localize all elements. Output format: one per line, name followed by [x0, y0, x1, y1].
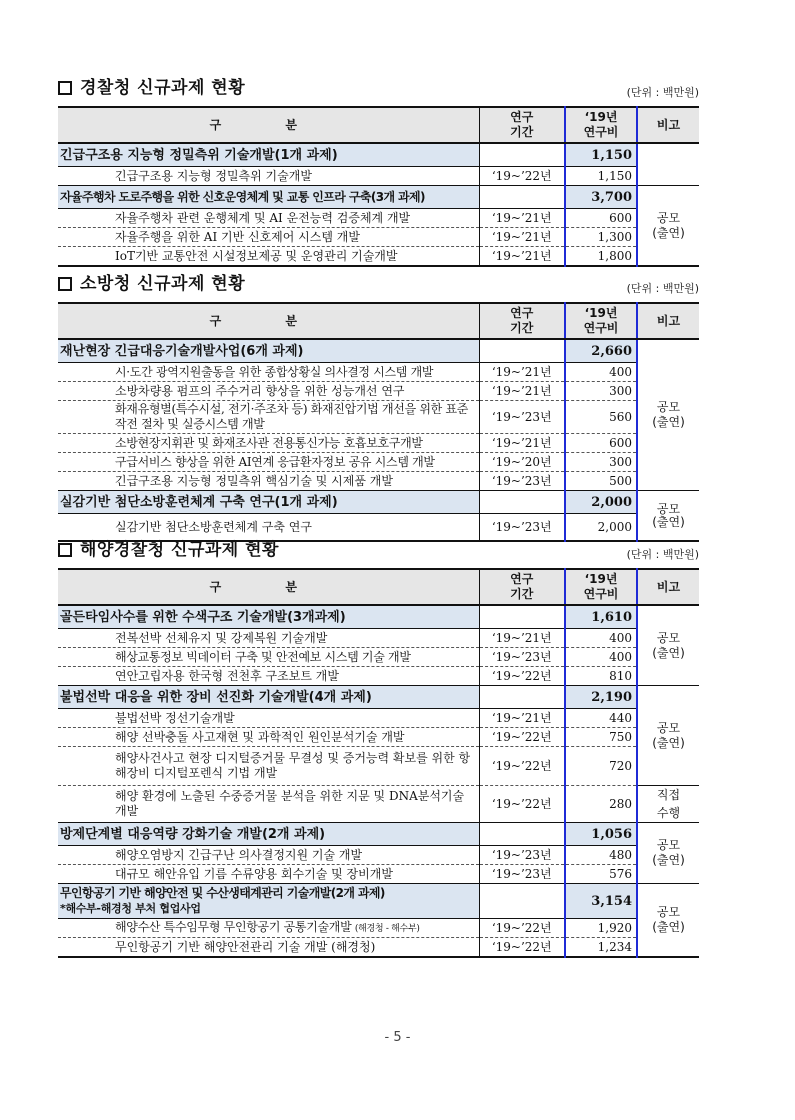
item-period: ‘19~’21년 — [479, 629, 565, 648]
table-row — [58, 434, 699, 453]
group-budget: 3,154 — [565, 884, 637, 919]
group-budget: 2,000 — [565, 491, 637, 514]
unit-label: (단위 : 백만원) — [626, 282, 699, 295]
item-name: IoT기반 교통안전 시설정보제공 및 운영관리 기술개발 — [115, 248, 398, 263]
budget-table — [58, 568, 699, 958]
item-name: 무인항공기 기반 해양안전관리 기술 개발 (해경청) — [115, 939, 376, 954]
item-period: ‘19~’22년 — [479, 747, 565, 786]
item-name: 불법선박 정선기술개발 — [58, 709, 479, 728]
item-period: ‘19~’21년 — [479, 382, 565, 401]
collaboration-note: *해수부-해경청 부처 협업사업 — [60, 902, 201, 915]
table-row — [58, 247, 699, 267]
table-row — [58, 629, 699, 648]
item-budget: 280 — [565, 786, 637, 823]
header-note: 비고 — [637, 303, 699, 339]
item-name: 자율주행차 관련 운행체계 및 AI 운전능력 검증체계 개발 — [58, 209, 479, 228]
item-budget: 300 — [565, 382, 637, 401]
group-name: 실감기반 첨단소방훈련체계 구축 연구(1개 과제) — [58, 491, 479, 514]
item-name: 자율주행을 위한 AI 기반 신호제어 시스템 개발 — [58, 228, 479, 247]
group-row — [58, 186, 699, 209]
section-police — [58, 76, 699, 267]
item-budget: 576 — [565, 865, 637, 884]
budget-table — [58, 106, 699, 267]
group-row — [58, 823, 699, 846]
table-row — [58, 472, 699, 491]
checkbox-square-icon — [58, 81, 72, 95]
item-budget: 600 — [565, 209, 637, 228]
section-title: 경찰청 신규과제 현황 — [80, 78, 246, 98]
table-row — [58, 728, 699, 747]
group-name: 골든타임사수를 위한 수색구조 기술개발(3개과제) — [58, 605, 479, 629]
item-name: 화재유형별(특수시설, 전기·주조차 등) 화재진압기법 개선을 위한 표준작전 절차 및 실증시스템 개발 — [58, 401, 479, 434]
table-row — [58, 228, 699, 247]
item-period: ‘19~’23년 — [479, 865, 565, 884]
item-budget: 440 — [565, 709, 637, 728]
item-name: 해상교통정보 빅데이터 구축 및 안전예보 시스템 기술 개발 — [58, 648, 479, 667]
header-budget: ‘19년 연구비 — [565, 107, 637, 143]
group-name: 자율주행차 도로주행을 위한 신호운영체계 및 교통 인프라 구축(3개 과제) — [58, 186, 479, 209]
item-budget: 500 — [565, 472, 637, 491]
item-name: 구급서비스 향상을 위한 AI연계 응급환자정보 공유 시스템 개발 — [58, 453, 479, 472]
group-name: 불법선박 대응을 위한 장비 선진화 기술개발(4개 과제) — [58, 686, 479, 709]
section-title: 소방청 신규과제 현황 — [80, 274, 246, 294]
table-row — [58, 453, 699, 472]
group-row — [58, 491, 699, 514]
item-name: 해양오염방지 긴급구난 의사결정지원 기술 개발 — [58, 846, 479, 865]
section-title: 해양경찰청 신규과제 현황 — [80, 540, 279, 560]
table-row — [58, 919, 699, 938]
group-budget: 1,150 — [565, 143, 637, 167]
header-period: 연구 기간 — [479, 303, 565, 339]
item-budget: 480 — [565, 846, 637, 865]
item-period: ‘19~’21년 — [479, 247, 565, 267]
section-coastguard — [58, 538, 699, 958]
group-name: 재난현장 긴급대응기술개발사업(6개 과제) — [58, 339, 479, 363]
group-budget: 2,190 — [565, 686, 637, 709]
item-period: ‘19~’23년 — [479, 648, 565, 667]
item-period: ‘19~’21년 — [479, 228, 565, 247]
item-name — [58, 919, 479, 938]
table-row — [58, 401, 699, 434]
note-cell: 공모 (출연) — [637, 884, 699, 958]
item-budget: 1,150 — [565, 167, 637, 186]
item-period: ‘19~’21년 — [479, 434, 565, 453]
item-name: 소방차량용 펌프의 주수거리 향상을 위한 성능개선 연구 — [58, 382, 479, 401]
item-period: ‘19~’22년 — [479, 167, 565, 186]
item-name: 긴급구조용 지능형 정밀측위 핵심기술 및 시제품 개발 — [58, 472, 479, 491]
header-gubun: 구 분 — [58, 569, 479, 605]
item-period: ‘19~’22년 — [479, 938, 565, 958]
note-cell: 공모 (출연) — [637, 686, 699, 786]
item-name: 긴급구조용 지능형 정밀측위 기술개발 — [58, 167, 479, 186]
item-budget: 720 — [565, 747, 637, 786]
table-row — [58, 667, 699, 686]
note-cell: 공모 (출연) — [637, 605, 699, 686]
note-cell: 공모 (출연) — [637, 823, 699, 884]
item-budget: 1,300 — [565, 228, 637, 247]
group-row — [58, 884, 699, 919]
checkbox-square-icon — [58, 543, 72, 557]
table-row — [58, 209, 699, 228]
item-period: ‘19~’20년 — [479, 453, 565, 472]
item-budget: 2,000 — [565, 514, 637, 542]
group-row — [58, 339, 699, 363]
item-name: 대규모 해안유입 기름 수류양용 회수기술 및 장비개발 — [58, 865, 479, 884]
group-row — [58, 686, 699, 709]
table-row — [58, 938, 699, 958]
note-cell: 공모 (출연) — [637, 186, 699, 267]
checkbox-square-icon — [58, 277, 72, 291]
item-period: ‘19~’22년 — [479, 786, 565, 823]
item-name: 해양 선박충돌 사고재현 및 과학적인 원인분석기술 개발 — [58, 728, 479, 747]
item-name: 전복선박 선체유지 및 강제복원 기술개발 — [58, 629, 479, 648]
header-budget: ‘19년 연구비 — [565, 569, 637, 605]
group-row — [58, 143, 699, 167]
item-budget: 600 — [565, 434, 637, 453]
item-name: 연안고립자용 한국형 전천후 구조보트 개발 — [58, 667, 479, 686]
page-number: - 5 - — [384, 1030, 411, 1045]
item-period: ‘19~’23년 — [479, 514, 565, 542]
group-name-text: 무인항공기 기반 해양안전 및 수산생태계관리 기술개발(2개 과제) — [60, 886, 385, 900]
item-name: 소방현장지휘관 및 화재조사관 전용통신가능 호흡보호구개발 — [58, 434, 479, 453]
group-budget: 1,610 — [565, 605, 637, 629]
header-gubun: 구 분 — [58, 303, 479, 339]
item-name: 시·도간 광역지원출동을 위한 종합상황실 의사결정 시스템 개발 — [58, 363, 479, 382]
item-budget: 400 — [565, 629, 637, 648]
header-gubun: 구 분 — [58, 107, 479, 143]
table-row — [58, 747, 699, 786]
header-note: 비고 — [637, 569, 699, 605]
item-budget: 560 — [565, 401, 637, 434]
item-budget: 1,800 — [565, 247, 637, 267]
note-cell: 공모 (출연) — [637, 339, 699, 491]
table-row — [58, 514, 699, 542]
item-period: ‘19~’22년 — [479, 667, 565, 686]
table-row — [58, 648, 699, 667]
table-row — [58, 846, 699, 865]
table-row — [58, 786, 699, 823]
group-name: 긴급구조용 지능형 정밀측위 기술개발(1개 과제) — [58, 143, 479, 167]
item-period: ‘19~’23년 — [479, 401, 565, 434]
item-budget: 400 — [565, 363, 637, 382]
table-row — [58, 363, 699, 382]
item-name: 실감기반 첨단소방훈련체계 구축 연구 — [115, 519, 312, 534]
table-row — [58, 865, 699, 884]
group-name — [58, 884, 479, 919]
section-fire — [58, 272, 699, 542]
group-budget: 2,660 — [565, 339, 637, 363]
item-budget: 1,234 — [565, 938, 637, 958]
unit-label: (단위 : 백만원) — [626, 548, 699, 561]
item-budget: 810 — [565, 667, 637, 686]
group-name: 방제단계별 대응역량 강화기술 개발(2개 과제) — [58, 823, 479, 846]
header-note: 비고 — [637, 107, 699, 143]
group-row — [58, 605, 699, 629]
agency-tag: (해경청 - 해수부) — [354, 923, 420, 934]
item-period: ‘19~’23년 — [479, 472, 565, 491]
item-name-text: 해양수산 특수임무형 무인항공기 공통기술개발 — [115, 919, 352, 934]
item-name: 해양 환경에 노출된 수중증거물 분석을 위한 지문 및 DNA분석기술 개발 — [58, 786, 479, 823]
group-budget: 1,056 — [565, 823, 637, 846]
table-row — [58, 382, 699, 401]
item-period: ‘19~’23년 — [479, 846, 565, 865]
note-cell: 공모 (출연) — [637, 491, 699, 542]
header-period: 연구 기간 — [479, 107, 565, 143]
item-period: ‘19~’21년 — [479, 709, 565, 728]
unit-label: (단위 : 백만원) — [626, 86, 699, 99]
group-budget: 3,700 — [565, 186, 637, 209]
item-budget: 300 — [565, 453, 637, 472]
budget-table — [58, 302, 699, 542]
item-period: ‘19~’22년 — [479, 728, 565, 747]
table-row — [58, 167, 699, 186]
item-budget: 1,920 — [565, 919, 637, 938]
item-budget: 750 — [565, 728, 637, 747]
header-budget: ‘19년 연구비 — [565, 303, 637, 339]
header-period: 연구 기간 — [479, 569, 565, 605]
note-cell: 직접 수행 — [637, 786, 699, 823]
item-period: ‘19~’21년 — [479, 363, 565, 382]
table-row — [58, 709, 699, 728]
item-budget: 400 — [565, 648, 637, 667]
item-period: ‘19~’21년 — [479, 209, 565, 228]
item-period: ‘19~’22년 — [479, 919, 565, 938]
item-name: 해양사건사고 현장 디지털증거물 무결성 및 증거능력 확보를 위한 항해장비 디지털포렌식 기법 개발 — [58, 747, 479, 786]
